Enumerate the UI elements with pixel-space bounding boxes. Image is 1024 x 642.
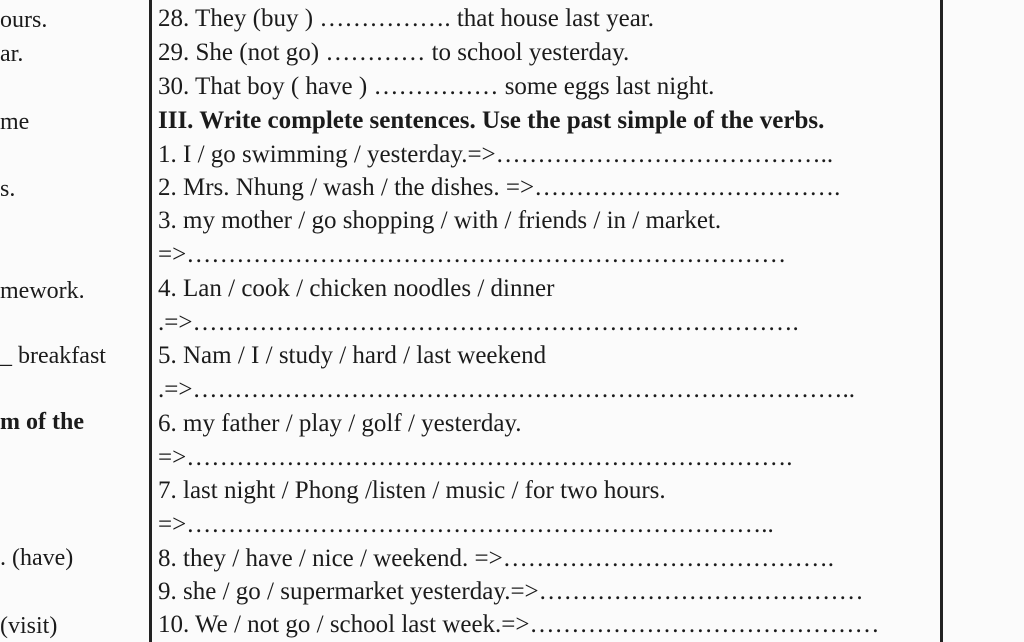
answer-line: =>…………………………………………………………….. [158, 511, 774, 538]
answer-line: =>………………………………………………………………. [158, 444, 793, 471]
left-fragment: m of the [0, 409, 84, 435]
exercise-item-30: 30. That boy ( have ) …………… some eggs last night. [158, 73, 715, 100]
left-fragment: ar. [0, 41, 24, 67]
answer-line: =>……………………………………………………………… [158, 241, 787, 268]
sentence-item: 4. Lan / cook / chicken noodles / dinner [158, 275, 555, 302]
sentence-item: 3. my mother / go shopping / with / friends / in / market. [158, 207, 722, 234]
exercise-column [158, 0, 938, 642]
left-fragment: (visit) [0, 613, 58, 639]
left-column-cutoff [0, 0, 148, 642]
exercise-item-28: 28. They (buy ) ……………. that house last year. [158, 5, 654, 32]
exercise-item-29: 29. She (not go) ………… to school yesterday. [158, 39, 630, 66]
left-fragment: _ breakfast [0, 343, 106, 369]
column-divider-right [940, 0, 943, 642]
answer-line: .=>………………………………………………………………. [158, 309, 799, 336]
left-fragment: me [0, 109, 30, 135]
left-fragment: s. [0, 176, 16, 202]
sentence-item: 2. Mrs. Nhung / wash / the dishes. =>………………………………. [158, 174, 841, 201]
sentence-item: 5. Nam / I / study / hard / last weekend [158, 342, 547, 369]
column-divider-left [149, 0, 152, 642]
sentence-item: 7. last night / Phong /listen / music / for two hours. [158, 477, 666, 504]
answer-line: .=>…………………………………………………………………….. [158, 376, 855, 403]
sentence-item: 9. she / go / supermarket yesterday.=>………………………………… [158, 578, 864, 605]
left-fragment: ours. [0, 7, 48, 33]
left-fragment: . (have) [0, 545, 74, 571]
sentence-item: 6. my father / play / golf / yesterday. [158, 410, 522, 437]
sentence-item: 10. We / not go / school last week.=>…………………………………… [158, 611, 880, 638]
left-fragment: mework. [0, 278, 85, 304]
sentence-item: 8. they / have / nice / weekend. =>…………………………………. [158, 545, 835, 572]
sentence-item: 1. I / go swimming / yesterday.=>………………………………….. [158, 141, 834, 168]
section-heading: III. Write complete sentences. Use the past simple of the verbs. [158, 107, 825, 134]
